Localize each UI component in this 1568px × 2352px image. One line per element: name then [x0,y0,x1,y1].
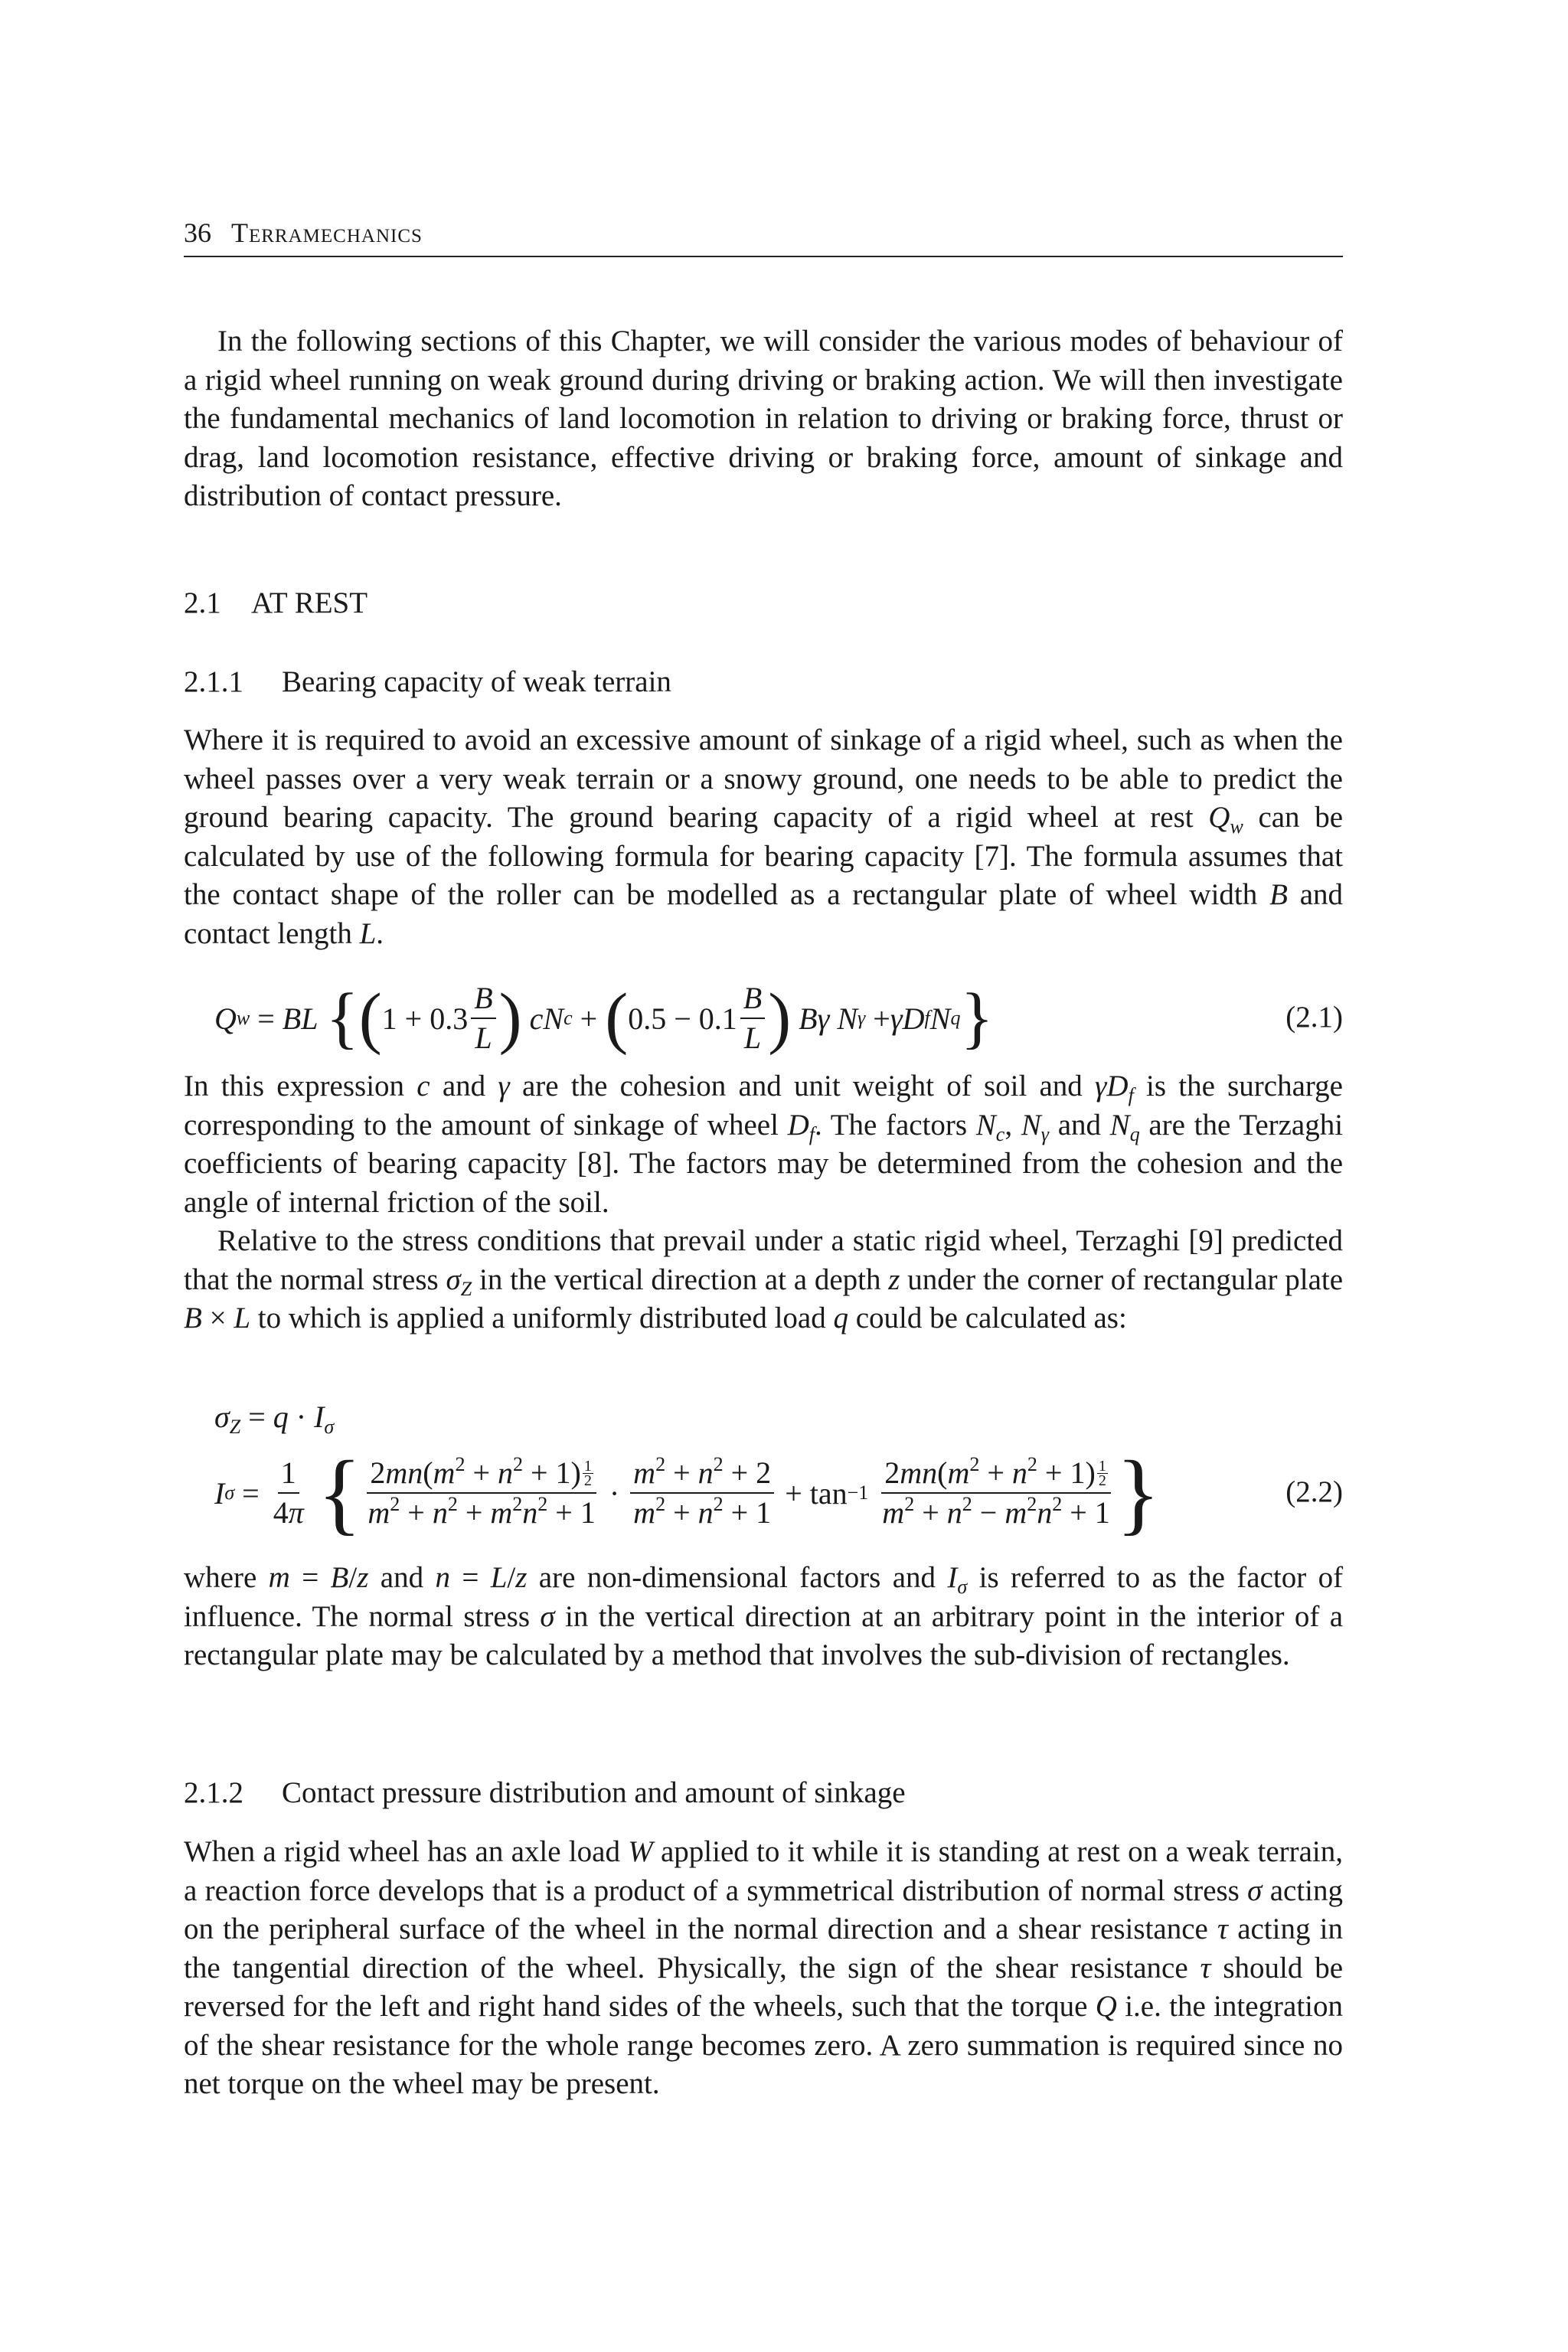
running-head [184,216,1343,257]
section-title: Contact pressure distribution and amount of sinkage [282,1776,906,1809]
expression-paragraph: In this expression c and γ are the cohesion and unit weight of soil and $\gamma D_f$ is the surcharge corresponding to the amount of sinkage of wheel $D_f$. The factors $N_c$, $N_\gamma$ and $N_q$ are the Terzaghi coefficients of bearing capacity [8]. The factors may be determined from the cohesion and the angle of internal friction of the soil. [184,1070,1344,1219]
contact-pressure-paragraph: When a rigid wheel has an axle load W applied to it while it is standing at rest on a weak terrain, a reaction force develops that is a product of a symmetrical distribution of normal stress σ acting on the peripheral surface of the wheel in the normal direction and a shear resistance τ acting in the tangential direction of the wheel. Physically, the sign of the shear resistance τ should be reversed for the left and right hand sides of the wheels, such that the torque Q i.e. the integration of the shear resistance for the whole range becomes zero. A zero summation is required since no net torque on the wheel may be present. [184,1835,1344,2100]
equation-label: (2.1) [1285,1001,1343,1034]
bearing-capacity-formula: Q w = BL { ( 1 + 0.3 $\frac{B}{L}$ ) cN c + ( 0.5 − 0.1 $\frac{B}{L}$ ) Bγ N γ + γD f N q } [214,980,994,1056]
section-number: 2.1.2 [184,1776,243,1809]
section-heading-2-1-2 [184,1774,906,1812]
equation-label: (2.2) [1285,1475,1343,1508]
section-title: AT REST [251,586,368,619]
section-heading-2-1-1 [184,663,671,701]
section-number: 2.1 [184,586,221,619]
section-number: 2.1.1 [184,665,243,698]
sigma-z-formula: $\sigma_Z = q \cdot I_\sigma$ [214,1400,335,1438]
where-paragraph: where m = B/z and n = L/z are non-dimensional factors and $I_\sigma$ is referred to as the factor of influence. The normal stress σ in the vertical direction at an arbitrary point in the interior of a rectangular plate may be calculated by a method that involves the sub-division of rectangles. [184,1561,1344,1671]
page-number: 36 [184,217,211,248]
running-title: Terramechanics [231,217,423,248]
bearing-capacity-paragraph: Where it is required to avoid an excessive amount of sinkage of a rigid wheel, such as when the wheel passes over a very weak terrain or a snowy ground, one needs to be able to predict the ground bearing capacity. The ground bearing capacity of a rigid wheel at rest $Q_w$ can be calculated by use of the following formula for bearing capacity [7]. The formula assumes that the contact shape of the roller can be modelled as a rectangular plate of wheel width B and contact length L. [184,724,1344,950]
equation-2-1 [184,972,1343,1064]
section-heading-2-1 [184,584,368,622]
equation-2-2 [184,1439,1343,1547]
stress-paragraph: Relative to the stress conditions that prevail under a static rigid wheel, Terzaghi [9] predicted that the normal stress $\sigma_Z$ in the vertical direction at a depth z under the corner of rectangular plate B × L to which is applied a uniformly distributed load q could be calculated as: [184,1224,1344,1334]
influence-factor-formula: I σ = $\frac{1}{4\pi}$ { $2mn(m^2 + n^2 + 1)$ $\frac{1}{2}$ $m^2 + n^2 + m^2n^2 + 1$ · $\frac{m^2 + n^2 + 2}{m^2 + n^2 + 1}$ + tan −1 $2mn(m^2 + n^2 + 1)$ $\frac{1}{2}$ $m^2 + n^2 - m^2n^2 + 1$ } [214,1442,1161,1544]
intro-paragraph: In the following sections of this Chapter, we will consider the various modes of behaviour of a rigid wheel running on weak ground during driving or braking action. We will then investigate the fundamental mechanics of land locomotion in relation to driving or braking force, thrust or drag, land locomotion resistance, effective driving or braking force, amount of sinkage and distribution of contact pressure. [184,325,1343,512]
section-title: Bearing capacity of weak terrain [282,665,671,698]
